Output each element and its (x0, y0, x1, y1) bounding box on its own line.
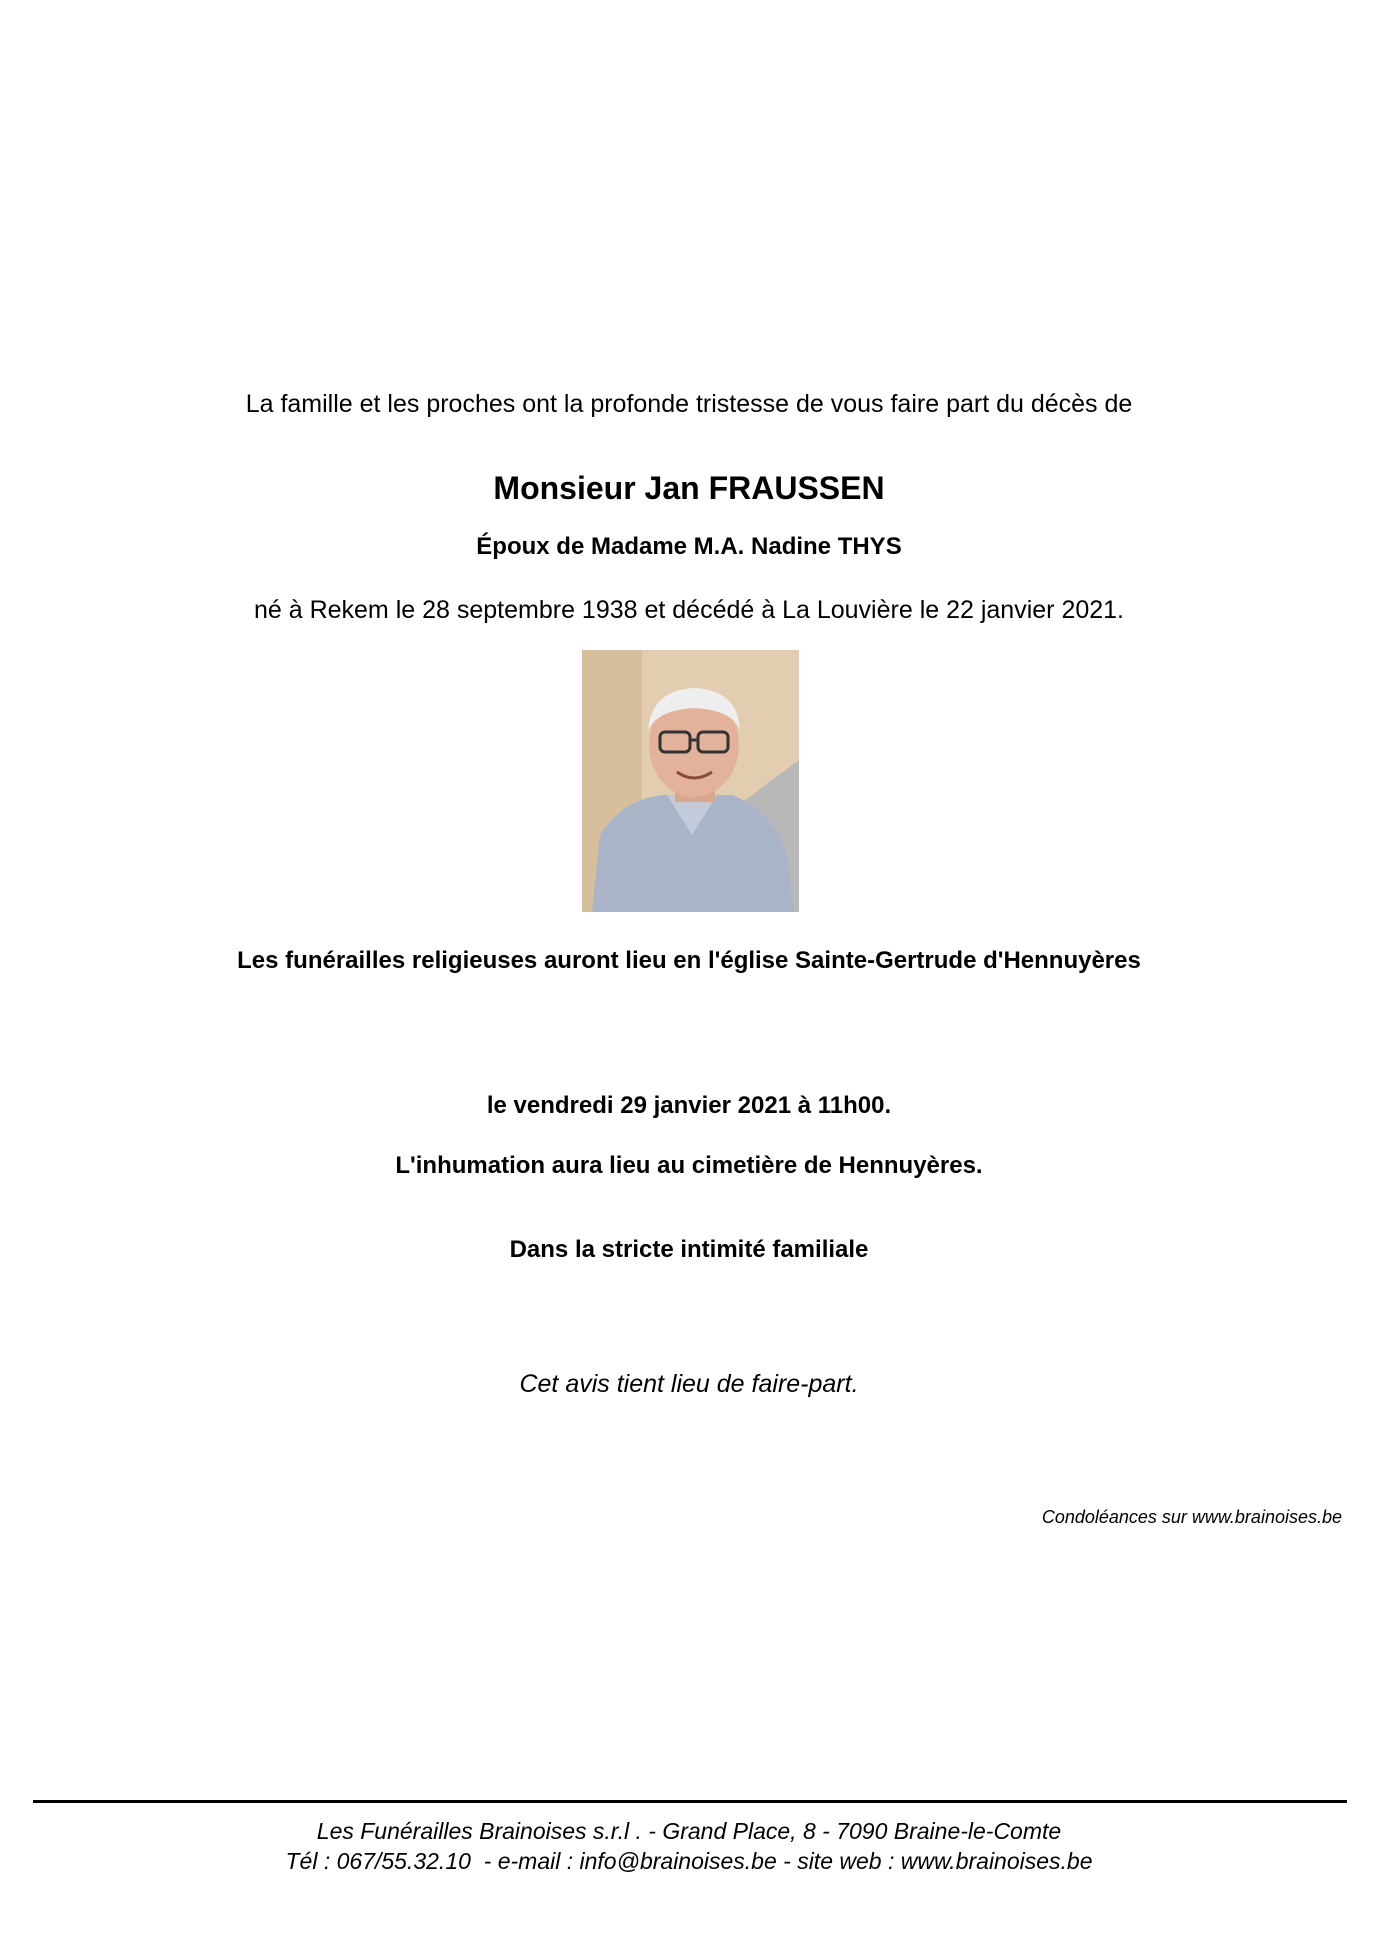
deceased-name: Monsieur Jan FRAUSSEN (493, 470, 885, 506)
footer-contact: Tél : 067/55.32.10 - e-mail : info@brainoises.be - site web : www.brainoises.be (285, 1848, 1093, 1874)
notice-statement: Cet avis tient lieu de faire-part. (519, 1370, 859, 1398)
footer-divider (33, 1800, 1347, 1803)
portrait-photo (582, 650, 799, 912)
funeral-place: Les funérailles religieuses auront lieu en l'église Sainte-Gertrude d'Hennuyères (237, 947, 1141, 974)
burial-info: L'inhumation aura lieu au cimetière de Hennuyères. (395, 1152, 983, 1179)
funeral-date: le vendredi 29 janvier 2021 à 11h00. (486, 1092, 892, 1119)
intimacy-note: Dans la stricte intimité familiale (509, 1236, 869, 1263)
spouse-line: Époux de Madame M.A. Nadine THYS (476, 533, 902, 560)
intro-text: La famille et les proches ont la profonde tristesse de vous faire part du décès de (245, 390, 1133, 418)
birth-death-line: né à Rekem le 28 septembre 1938 et décédé à La Louvière le 22 janvier 2021. (253, 596, 1125, 624)
condolences-link[interactable]: Condoléances sur www.brainoises.be (1041, 1507, 1342, 1527)
footer-address: Les Funérailles Brainoises s.r.l . - Grand Place, 8 - 7090 Braine-le-Comte (316, 1818, 1062, 1844)
